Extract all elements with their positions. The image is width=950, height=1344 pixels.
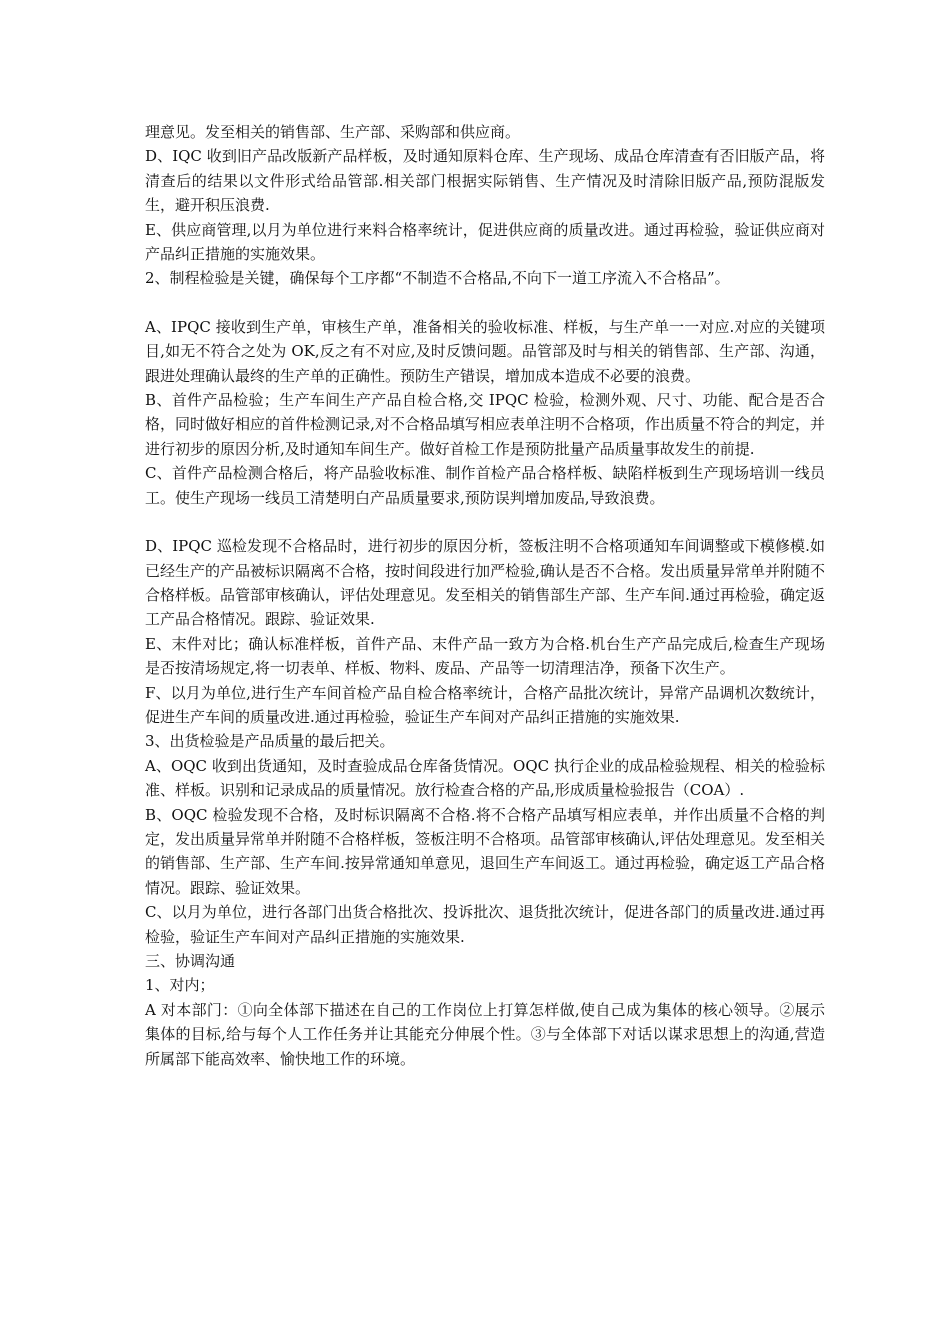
section-heading: 3、出货检验是产品质量的最后把关。 — [145, 732, 395, 751]
blank-line — [145, 510, 825, 534]
paragraph: A、OQC 收到出货通知，及时查验成品仓库备货情况。OQC 执行企业的成品检验规程、相关的检验标准、样板。识别和记录成品的质量情况。放行检查合格的产品,形成质量检验报告（COA）. — [145, 756, 825, 800]
paragraph: D、IQC 收到旧产品改版新产品样板，及时通知原料仓库、生产现场、成品仓库清查有否旧版产品，将清查后的结果以文件形式给品管部.相关部门根据实际销售、生产情况及时清除旧版产品,预防混版发生，避开积压浪费. — [145, 147, 825, 215]
paragraph: A、IPQC 接收到生产单，审核生产单，准备相关的验收标准、样板，与生产单一一对应.对应的关键项目,如无不符合之处为 OK,反之有不对应,及时反馈问题。品管部及时与相关的销售部、生产部、沟通，跟进处理确认最终的生产单的正确性。预防生产错误，增加成本造成不必要的浪费。 — [145, 317, 825, 385]
blank-line — [145, 291, 825, 315]
document-body — [145, 120, 825, 1071]
paragraph: B、OQC 检验发现不合格，及时标识隔离不合格.将不合格产品填写相应表单，并作出质量不合格的判定，发出质量异常单并附随不合格样板，签板注明不合格项。品管部审核确认,评估处理意见。发至相关的销售部、生产部、生产车间.按异常通知单意见，退回生产车间返工。通过再检验，确定返工产品合格情况。跟踪、验证效果。 — [145, 805, 825, 897]
paragraph: 理意见。发至相关的销售部、生产部、采购部和供应商。 — [145, 123, 521, 141]
paragraph: A 对本部门：①向全体部下描述在自己的工作岗位上打算怎样做,使自己成为集体的核心领导。②展示集体的目标,给与每个人工作任务并让其能充分伸展个性。③与全体部下对话以谋求思想上的沟通,营造所属部下能高效率、愉快地工作的环境。 — [145, 1000, 825, 1068]
paragraph: F、以月为单位,进行生产车间首检产品自检合格率统计，合格产品批次统计，异常产品调机次数统计，促进生产车间的质量改进.通过再检验，验证生产车间对产品纠正措施的实施效果. — [145, 683, 825, 726]
subsection-heading: 1、对内； — [145, 976, 215, 995]
paragraph: C、首件产品检测合格后，将产品验收标准、制作首检产品合格样板、缺陷样板到生产现场培训一线员工。使生产现场一线员工清楚明白产品质量要求,预防误判增加废品,导致浪费。 — [145, 464, 825, 507]
section-heading: 2、制程检验是关键，确保每个工序都“不制造不合格品,不向下一道工序流入不合格品”。 — [145, 269, 730, 288]
section-heading: 三、协调沟通 — [145, 952, 236, 970]
paragraph: C、以月为单位，进行各部门出货合格批次、投诉批次、退货批次统计，促进各部门的质量改进.通过再检验，验证生产车间对产品纠正措施的实施效果. — [145, 903, 825, 946]
paragraph: E、末件对比；确认标准样板，首件产品、末件产品一致方为合格.机台生产产品完成后,检查生产现场是否按清场规定,将一切表单、样板、物料、废品、产品等一切清理洁净，预备下次生产。 — [145, 634, 825, 678]
paragraph: E、供应商管理,以月为单位进行来料合格率统计，促进供应商的质量改进。通过再检验，验证供应商对产品纠正措施的实施效果。 — [145, 220, 825, 264]
paragraph: B、首件产品检验；生产车间生产产品自检合格,交 IPQC 检验，检测外观、尺寸、功能、配合是否合格，同时做好相应的首件检测记录,对不合格品填写相应表单注明不合格项，作出质量不符合的判定，并进行初步的原因分析,及时通知车间生产。做好首检工作是预防批量产品质量事故发生的前提. — [145, 391, 825, 458]
paragraph: D、IPQC 巡检发现不合格品时，进行初步的原因分析，签板注明不合格项通知车间调整或下模修模.如已经生产的产品被标识隔离不合格，按时间段进行加严检验,确认是否不合格。发出质量异常单并附随不合格样板。品管部审核确认，评估处理意见。发至相关的销售部生产部、生产车间.通过再检验，确定返工产品合格情况。跟踪、验证效果. — [145, 537, 825, 629]
